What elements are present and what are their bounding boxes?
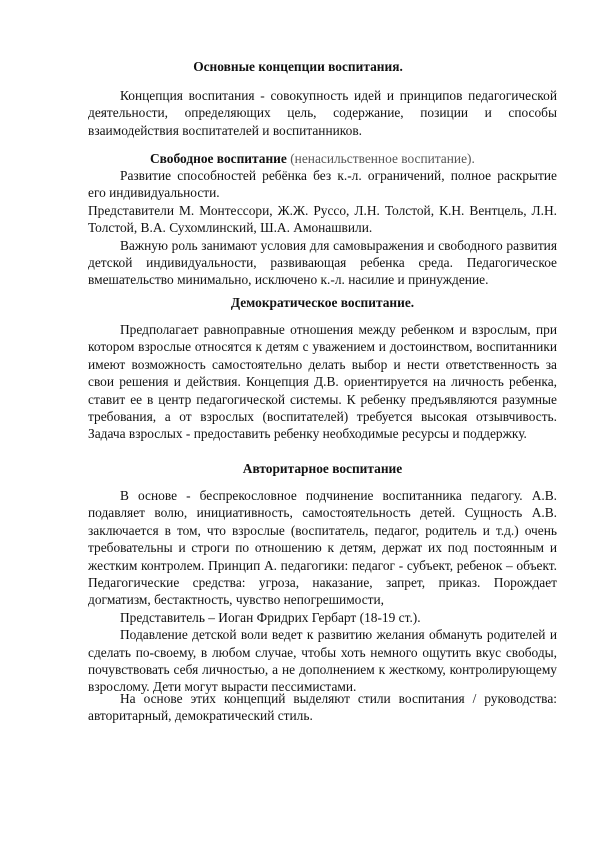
free-paragraph-1: Развитие способностей ребёнка без к.-л. ограничений, полное раскрытие его индивидуальности. [88,168,557,201]
authoritarian-paragraph-3: Подавление детской воли ведет к развитию желания обмануть родителей и сделать по-своему, в любом случае, чтобы хоть немного ощутить вкус свободы, почувствовать себя личностью, а не дополнением к жесткому, контролирующему взрослому. Дети могут вырасти пессимистами. [88,627,557,695]
intro-block [88,87,557,139]
conclusion-block [88,690,557,725]
free-heading-text: Свободное воспитание [150,151,287,166]
free-paragraph-2: Представители М. Монтессори, Ж.Ж. Руссо, Л.Н. Толстой, К.Н. Вентцель, Л.Н. Толстой, В.А. Сухомлинский, Ш.А. Амонашвили. [88,202,557,236]
authoritarian-paragraph-2: Представитель – Иоган Фридрих Гербарт (18-19 ст.). [120,609,421,625]
intro-paragraph: Концепция воспитания - совокупность идей и принципов педагогической деятельности, определяющих цель, содержание, позиции и способы взаимодействия воспитателей и воспитанников. [88,88,557,138]
democratic-paragraph: Предполагает равноправные отношения между ребенком и взрослым, при котором взрослые относятся к детям с уважением и достоинством, воспитанники имеют возможность самостоятельно делать выбор и нести ответственность за свои решения и действия. Концепция Д.В. ориентируется на личность ребенка, ставит ее в центр педагогической системы. К ребенку предъявляются разумные требования, а от взрослых (воспитателей) требуется высокая отзывчивость. Задача взрослых - предоставить ребенку необходимые ресурсы и поддержку. [88,322,557,442]
authoritarian-paragraph-1: В основе - беспрекословное подчинение воспитанника педагогу. А.В. подавляет волю, инициативность, самостоятельность детей. Сущность А.В. заключается в том, что взрослые (воспитатель, педагог, родитель и т.д.) очень требовательны и строги по отношению к детям, держат их под постоянным и жестким контролем. Принцип А. педагогики: педагог - субъект, ребенок – объект. Педагогические средства: угроза, наказание, запрет, приказ. Порождает догматизм, бестактность, чувство непогрешимости, [88,488,557,608]
democratic-section [88,294,557,311]
democratic-heading: Демократическое воспитание. [230,295,415,310]
free-paragraph-3: Важную роль занимают условия для самовыражения и свободного развития детской индивидуальности, развивающая ребенка среда. Педагогическое вмешательство минимально, исключено к.-л. насилие и принуждение. [88,237,557,288]
free-heading-note: (ненасильственное воспитание). [290,151,475,166]
democratic-body [88,321,557,443]
conclusion-paragraph: На основе этих концепций выделяют стили воспитания / руководства: авторитарный, демократический стиль. [88,691,557,724]
authoritarian-heading-block [88,460,557,477]
free-education-heading [150,150,475,167]
authoritarian-section [88,487,557,696]
free-education-section [88,167,557,289]
authoritarian-heading: Авторитарное воспитание [242,461,403,476]
document-title: Основные концепции воспитания. [193,59,403,74]
